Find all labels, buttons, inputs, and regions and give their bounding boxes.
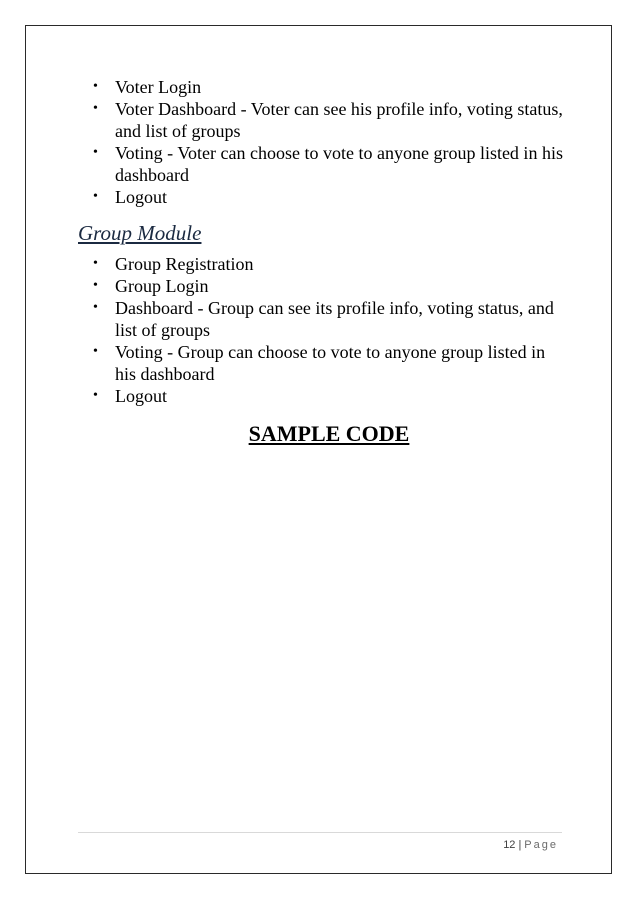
group-feature-list [78,253,568,407]
bullet-icon: • [93,101,98,116]
page-label: Page [524,839,558,851]
bullet-icon: • [93,300,98,315]
page-content [78,76,568,447]
voter-feature-list [78,76,568,208]
list-item-text: Group Registration [115,254,254,274]
list-item [93,76,568,98]
list-item [93,253,568,275]
list-item-text: Voting - Group can choose to vote to anyone group listed in his dashboard [115,342,546,384]
group-module-heading: Group Module [78,221,202,245]
bullet-icon: • [93,79,98,94]
list-item [93,385,568,407]
sample-code-title: SAMPLE CODE [248,421,410,446]
footer-divider [78,832,562,833]
footer-separator: | [518,839,522,851]
list-item [93,98,568,142]
list-item [93,275,568,297]
list-item-text: Logout [115,187,167,207]
bullet-icon: • [93,189,98,204]
list-item-text: Group Login [115,276,209,296]
list-item [93,297,568,341]
list-item [93,341,568,385]
bullet-icon: • [93,278,98,293]
page-footer [503,838,558,852]
list-item [93,186,568,208]
list-item-text: Voter Dashboard - Voter can see his profile info, voting status, and list of groups [115,99,563,141]
bullet-icon: • [93,344,98,359]
bullet-icon: • [93,256,98,271]
list-item-text: Voting - Voter can choose to vote to anyone group listed in his dashboard [115,143,563,185]
bullet-icon: • [93,388,98,403]
list-item-text: Dashboard - Group can see its profile info, voting status, and list of groups [115,298,554,340]
list-item-text: Logout [115,386,167,406]
list-item-text: Voter Login [115,77,202,97]
bullet-icon: • [93,145,98,160]
page-number: 12 [503,839,516,851]
list-item [93,142,568,186]
